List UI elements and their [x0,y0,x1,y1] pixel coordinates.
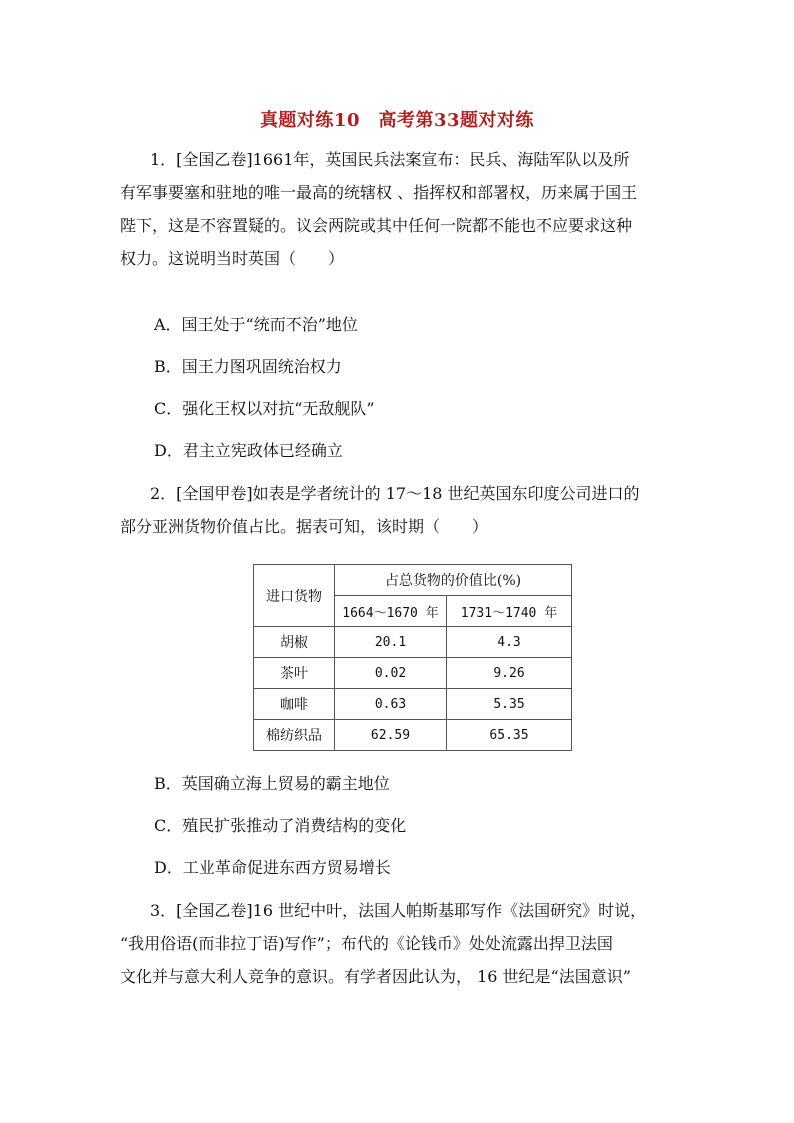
value-period-1: 0.02 [335,658,447,689]
value-period-2: 65.35 [447,720,572,751]
question-1-line: 1．[全国乙卷]1661年，英国民兵法案宣布：民兵、海陆军队以及所 [150,150,630,169]
value-period-1: 62.59 [335,720,447,751]
question-1-option-c: C．强化王权以对抗“无敌舰队” [154,399,375,418]
value-period-2: 5.35 [447,689,572,720]
question-1-option-a: A．国王处于“统而不治”地位 [154,315,358,334]
import-share-table [253,564,572,751]
question-1-option-b: B．国王力图巩固统治权力 [154,357,342,376]
question-1-line: 有军事要塞和驻地的唯一最高的统辖权 、指挥权和部署权，历来属于国王 [120,183,638,202]
question-2-line: 部分亚洲货物价值占比。据表可知，该时期（ ） [120,517,489,536]
table-row [254,627,572,658]
value-period-1: 0.63 [335,689,447,720]
header-period-2: 1731～1740 年 [447,596,572,627]
value-period-2: 9.26 [447,658,572,689]
question-1-line: 权力。这说明当时英国（ ） [120,249,345,268]
question-1-option-d: D．君主立宪政体已经确立 [154,441,343,460]
question-1-line: 陛下，这是不容置疑的。议会两院或其中任何一院都不能也不应要求这种 [120,216,633,235]
question-3-stem [120,894,676,993]
question-2-stem [120,477,676,543]
question-2-option-b: B．英国确立海上贸易的霸主地位 [154,774,390,793]
header-period-1: 1664～1670 年 [335,596,447,627]
value-period-1: 20.1 [335,627,447,658]
header-share: 占总货物的价值比(%) [335,565,572,596]
question-1-stem [120,143,676,275]
goods-name: 棉纺织品 [254,720,335,751]
question-2-line: 2．[全国甲卷]如表是学者统计的 17～18 世纪英国东印度公司进口的 [150,484,640,503]
table-row [254,689,572,720]
table-row [254,658,572,689]
goods-name: 咖啡 [254,689,335,720]
question-3-line: 3．[全国乙卷]16 世纪中叶，法国人帕斯基耶写作《法国研究》时说， [150,901,647,920]
table-row [254,720,572,751]
page-title: 真题对练10 高考第33题对对练 [259,110,535,131]
question-3-line: “我用俗语(而非拉丁语)写作”；布代的《论钱币》处处流露出捍卫法国 [120,934,613,953]
goods-name: 胡椒 [254,627,335,658]
value-period-2: 4.3 [447,627,572,658]
table-header-row [254,565,572,596]
question-2-option-c: C．殖民扩张推动了消费结构的变化 [154,816,407,835]
goods-name: 茶叶 [254,658,335,689]
question-3-line: 文化并与意大利人竞争的意识。有学者因此认为， 16 世纪是“法国意识” [120,967,631,986]
question-2-option-d: D．工业革命促进东西方贸易增长 [154,858,391,877]
header-goods: 进口货物 [254,565,335,627]
